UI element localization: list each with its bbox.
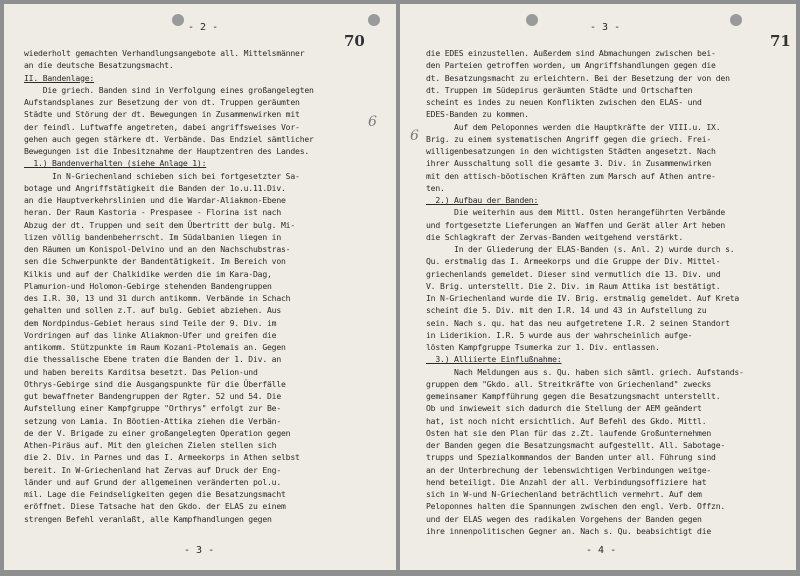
text-line: an die Hauptverkehrslinien und die Wardar-Aliakmon-Ebene: [24, 195, 286, 205]
text-line: die EDES einzustellen. Außerdem sind Abmachungen zwischen bei-: [426, 48, 716, 58]
punch-hole: [172, 14, 184, 26]
folio-number: 70: [344, 32, 365, 50]
text-line: Brig. zu einem systematischen Angriff gegen die griech. Frei-: [426, 133, 712, 144]
punch-hole: [526, 14, 538, 26]
text-line: EDES-Banden zu kommen.: [426, 109, 529, 120]
text-line: Athen-Piräus auf. Mit den gleichen Zielen stellen sich: [24, 440, 277, 450]
text-line: sich in W-und N-Griechenland beträchtlich vermehrt. Auf dem: [426, 489, 702, 499]
text-line: hat, ist noch nicht ersichtlich. Auf Befehl des Gkdo. Mittl.: [426, 415, 707, 426]
text-line: hend beteiligt. Die Anzahl der all. Verbindungsoffiziere hat: [426, 476, 707, 487]
text-body: [24, 47, 314, 525]
text-line: In N-Griechenland wurde die IV. Brig. erstmalig gemeldet. Auf Kreta: [426, 293, 740, 303]
text-line: 1.) Bandenverhalten (siehe Anlage 1):: [24, 158, 207, 169]
text-line: Othrys-Gebirge sind die Ausgangspunkte für die Überfälle: [24, 378, 286, 389]
text-line: der Banden gegen die Besatzungsmacht aufgestellt. All. Sabotage-: [426, 440, 726, 450]
text-line: lösten Kampfgruppe Tsumerka zur 1. Div. entlassen.: [426, 342, 660, 352]
text-line: mit den attisch-böotischen Kräften zum Marsch auf Athen antre-: [426, 170, 716, 181]
text-line: die Schlagkraft der Zervas-Banden weitgehend verstärkt.: [426, 231, 684, 242]
text-line: 3.) Alliierte Einflußnahme:: [426, 354, 562, 365]
text-line: Nach Meldungen aus s. Qu. haben sich sämtl. griech. Aufstands-: [426, 366, 744, 377]
text-line: ihre innenpolitischen Gegner an. Nach s. Qu. beabsichtigt die: [426, 525, 712, 536]
text-line: gruppen dem "Gkdo. all. Streitkräfte von Griechenland" zwecks: [426, 378, 712, 389]
text-body: [426, 47, 744, 537]
margin-mark: 6: [410, 128, 419, 144]
text-line: länder und auf Grund der allgemeinen veränderten pol.u.: [24, 476, 282, 487]
text-line: Die weiterhin aus dem Mittl. Osten herangeführten Verbände: [426, 207, 726, 218]
page-number-bottom: - 3 -: [184, 545, 215, 556]
page-number-bottom: - 4 -: [586, 545, 617, 556]
text-line: Ob und inwieweit sich dadurch die Stellung der AEM geändert: [426, 403, 702, 414]
text-line: Osten hat sie den Plan für das z.Zt. laufende Großunternehmen: [426, 427, 712, 438]
text-line: de der V. Brigade zu einer großangelegten Operation gegen: [24, 427, 291, 438]
text-line: in Liderikion. I.R. 5 wurde aus der wahrscheinlich aufge-: [426, 329, 693, 340]
text-line: Kilkis und auf der Chalkidike werden die im Kara-Dag,: [24, 268, 272, 279]
text-line: Bewegungen ist die Inbesitznahme der Hauptzentren des Landes.: [24, 146, 310, 156]
text-line: dt. Truppen im Südepirus geräumten Städte und Ortschaften: [426, 84, 693, 95]
text-line: sein. Nach s. qu. hat das neu aufgetretene I.R. 2 seinen Standort: [426, 317, 730, 328]
punch-hole: [730, 14, 742, 26]
text-line: die 2. Div. in Parnes und das I. Armeekorps in Athen selbst: [24, 452, 300, 463]
text-line: 2.) Aufbau der Banden:: [426, 195, 539, 205]
text-line: Städte und Störung der dt. Bewegungen in Zusammenwirken mit: [24, 109, 300, 120]
text-line: Plamurion-und Holomon-Gebirge stehenden Bandengruppen: [24, 280, 272, 291]
text-line: bereit. In W-Griechenland hat Zervas auf Druck der Eng-: [24, 464, 282, 475]
text-line: V. Brig. unterstellt. Die 2. Div. im Raum Attika ist bestätigt.: [426, 280, 721, 291]
text-line: lizen völlig bandenbeherrscht. Im Südalbanien liegen in: [24, 231, 282, 242]
text-line: dem Nordpindus-Gebiet heraus sind Teile der 9. Div. im: [24, 317, 277, 328]
text-line: heran. Der Raum Kastoria - Prespasee - Florina ist nach: [24, 207, 282, 218]
page-number-top: - 2 -: [188, 22, 219, 33]
text-line: setzung von Lamia. In Böotien-Attika ziehen die Verbän-: [24, 415, 282, 426]
text-line: Abzug der dt. Truppen und seit dem Übertritt der bulg. Mi-: [24, 219, 296, 230]
text-line: trupps und Spezialkommandos der Banden unter all. Führung sind: [426, 452, 716, 463]
text-line: des I.R. 30, 13 und 31 durch antikomm. Verbände in Schach: [24, 293, 291, 303]
text-line: und haben bereits Karditsa besetzt. Das Pelion-und: [24, 366, 258, 377]
text-line: die thessalische Ebene traten die Banden der 1. Div. an: [24, 354, 282, 365]
text-line: gehen auch gegen stärkere dt. Verbände. Das Endziel sämtlicher: [24, 133, 314, 144]
text-line: griechenlands gemeldet. Dieser sind vermutlich die 13. Div. und: [426, 268, 721, 279]
text-line: Vordringen auf das linke Aliakmon-Ufer und greifen die: [24, 329, 277, 340]
text-line: dt. Besatzungsmacht zu erleichtern. Bei der Besetzung der von den: [426, 72, 730, 83]
text-line: den Parteien getroffen worden, um Angriffshandlungen gegen die: [426, 60, 716, 71]
text-line: Qu. erstmalig das I. Armeekorps und die Gruppe der Div. Mittel-: [426, 256, 721, 267]
text-line: und der ELAS wegen des radikalen Vorgehens der Banden gegen: [426, 513, 702, 524]
text-line: wiederholt gemachten Verhandlungsangebote all. Mittelsmänner: [24, 48, 305, 58]
text-line: sen die Schwerpunkte der Bandentätigkeit. Im Bereich von: [24, 256, 286, 267]
text-line: In N-Griechenland schieben sich bei fortgesetzter Sa-: [24, 170, 300, 181]
text-line: botage und Angriffstätigkeit die Banden der 1o.u.11.Div.: [24, 182, 286, 193]
right-page: [400, 4, 796, 570]
text-line: der feindl. Luftwaffe angetreten, dabei angriffsweises Vor-: [24, 121, 300, 132]
folio-number: 71: [770, 32, 791, 50]
text-line: gehalten und sollen z.T. auf bulg. Gebiet abziehen. Aus: [24, 305, 282, 316]
text-line: strengen Befehl veranlaßt, alle Kampfhandlungen gegen: [24, 513, 272, 524]
text-line: ten.: [426, 182, 445, 193]
margin-mark: 6: [368, 114, 377, 130]
text-line: Peloponnes halten die Spannungen zwischen den engl. Verb. Offzn.: [426, 501, 726, 512]
text-line: Auf dem Peloponnes werden die Hauptkräfte der VIII.u. IX.: [426, 121, 721, 132]
page-number-top: - 3 -: [590, 22, 621, 33]
text-line: den Räumen um Konispol-Delvino und an den Nachschubstras-: [24, 244, 291, 254]
punch-hole: [368, 14, 380, 26]
text-line: II. Bandenlage:: [24, 72, 95, 83]
left-page: [4, 4, 396, 570]
text-line: gemeinsamer Kampfführung gegen die Besatzungsmacht unterstellt.: [426, 391, 721, 401]
text-line: an der Unterbrechung der lebenswichtigen Verbindungen weitge-: [426, 464, 712, 475]
text-line: mil. Lage die Feindseligkeiten gegen die Besatzungsmacht: [24, 489, 286, 499]
text-line: Aufstellung einer Kampfgruppe "Orthrys" erfolgt zur Be-: [24, 403, 282, 414]
text-line: scheint die 5. Div. mit den I.R. 14 und 43 in Aufstellung zu: [426, 305, 707, 316]
text-line: willigenbesatzungen in den wichtigsten Städten angesetzt. Nach: [426, 146, 716, 156]
text-line: Die griech. Banden sind in Verfolgung eines großangelegten: [24, 84, 314, 95]
text-line: scheint es indes zu neuen Konflikten zwischen den ELAS- und: [426, 97, 702, 107]
text-line: antikomm. Stützpunkte im Raum Kozani-Ptolemais an. Gegen: [24, 342, 286, 352]
text-line: an die deutsche Besatzungsmacht.: [24, 60, 174, 71]
text-line: ihrer Ausschaltung soll die gesamte 3. Div. in Zusammenwirken: [426, 158, 712, 169]
text-line: und fortgesetzte Lieferungen an Waffen und Gerät aller Art heben: [426, 219, 726, 230]
text-line: Aufstandsplanes zur Besetzung der von dt. Truppen geräumten: [24, 97, 300, 107]
text-line: In der Gliederung der ELAS-Banden (s. Anl. 2) wurde durch s.: [426, 244, 735, 254]
text-line: eröffnet. Diese Tatsache hat den Gkdo. der ELAS zu einem: [24, 501, 286, 512]
text-line: gut bewaffneter Bandengruppen der Rgter. 52 und 54. Die: [24, 391, 282, 401]
